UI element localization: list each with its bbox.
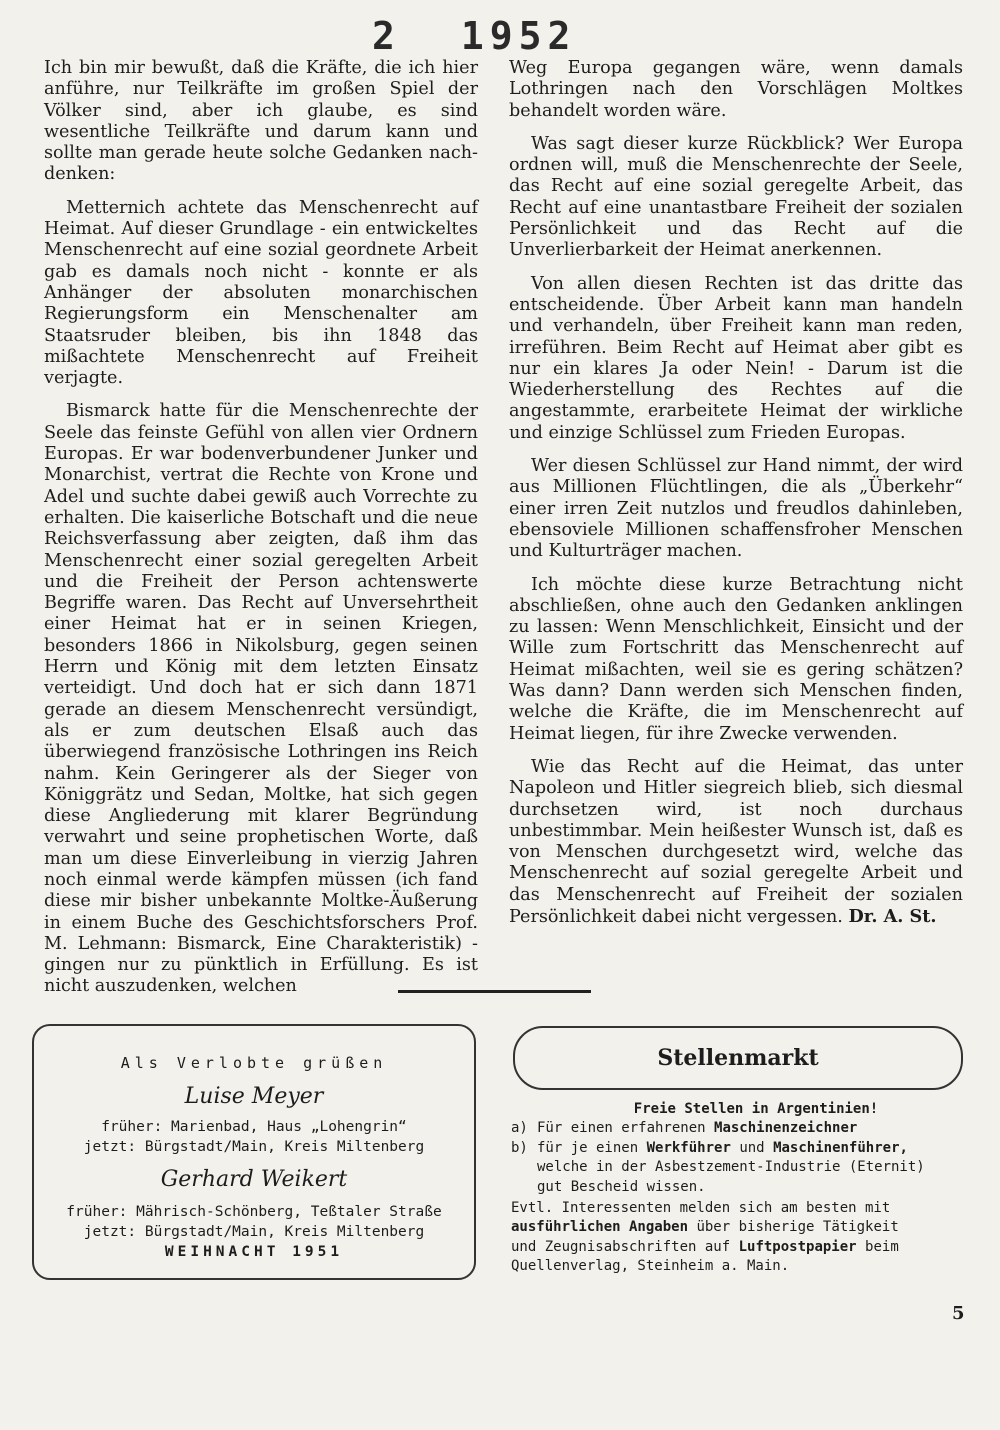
paragraph: Von allen diesen Rechten ist das dritte das entscheidende. Über Arbeit kann man handeln und verhandeln, über Freiheit kann man reden, irreführen. Beim Recht auf Heimat aber gibt es nur ein klares Ja oder Nein! - Darum ist die Wiederherstellung des Rechtes auf die angestammte, erarbeitete Heimat der wirkliche und einzige Schlüssel zum Frieden Europas. [509, 273, 963, 443]
job-headline: Freie Stellen in Argentinien! [633, 1101, 879, 1117]
job-item-a [511, 1119, 971, 1138]
engagement-heading: Als Verlobte grüßen [120, 1054, 388, 1072]
note-text: über bisherige Tätigkeit [696, 1219, 899, 1236]
right-column [509, 58, 963, 940]
item-text: und [739, 1139, 765, 1156]
paragraph [509, 757, 963, 928]
item-position: Maschinenzeichner [714, 1120, 858, 1137]
item-marker: a) [511, 1120, 528, 1137]
bride-name: Luise Meyer [184, 1084, 324, 1109]
paragraph: Wer diesen Schlüssel zur Hand nimmt, der wird aus Millionen Flüchtlingen, die als „Überkehr“ einer irren Zeit nutzlos und freudlos dahinleben, ebensoviele Millionen schaffensfroher Menschen und Kulturträger machen. [509, 456, 963, 562]
engagement-date: WEIHNACHT 1951 [164, 1244, 344, 1260]
note-text: Quellenverlag, Steinheim a. Main. [511, 1258, 790, 1275]
job-item-b [511, 1139, 971, 1158]
paragraph-text: Wie das Recht auf die Heimat, das unter Napoleon und Hitler siegreich blieb, sich diesmal durchsetzen wird, ist noch durchaus unbestimmbar. Mein heißester Wunsch ist, daß es von Menschen durchgesetzt wird, welche das Menschenrecht auf sozial geregelte Arbeit und das Menschenrecht auf Freiheit der sozialen Persönlichkeit dabei nicht vergessen. [509, 756, 963, 927]
job-market-title: Stellenmarkt [513, 1026, 963, 1090]
paragraph: Was sagt dieser kurze Rückblick? Wer Europa ordnen will, muß die Menschenrechte der Seele, das Recht auf eine sozial geregelte Arbeit, das Recht auf eine unantastbare Freiheit der sozialen Persönlichkeit und das Recht auf die Unverlierbarkeit der Heimat anerkennen. [509, 133, 963, 261]
note-text: und Zeugnisabschriften auf [511, 1238, 731, 1255]
groom-current-address: jetzt: Bürgstadt/Main, Kreis Miltenberg [83, 1224, 425, 1240]
application-note [511, 1199, 971, 1277]
note-emphasis: Luftpostpapier [738, 1238, 857, 1255]
item-position: Maschinenführer, [773, 1139, 908, 1156]
section-divider [398, 990, 591, 993]
issue-stamp [372, 14, 576, 58]
groom-former-address: früher: Mährisch-Schönberg, Teßtaler Straße [66, 1204, 442, 1220]
note-text: beim [865, 1238, 899, 1255]
left-column [44, 58, 478, 1010]
bride-former-address: früher: Marienbad, Haus „Lohengrin“ [101, 1119, 407, 1135]
note-emphasis: ausführlichen Angaben [511, 1219, 689, 1236]
paragraph: Ich möchte diese kurze Betrachtung nicht abschließen, ohne auch den Gedanken anklingen zu lassen: Wenn Menschlichkeit, Einsicht und der Wille zum Fortschritt das Menschenrecht auf Heimat mißachten, weil sie es gering schätzen? Was dann? Dann werden sich Menschen finden, welche die Kräfte, die im Menschenrecht auf Heimat liegen, für ihre Zwecke verwenden. [509, 574, 963, 744]
paragraph: Ich bin mir bewußt, daß die Kräfte, die ich hier anführe, nur Teilkräfte im großen Spiel der Völker sind, aber ich glaube, es sind wesentliche Teilkräfte und darum kann und sollte man gerade heute solche Gedanken nach-denken: [44, 58, 478, 185]
item-position: Werkführer [646, 1139, 731, 1156]
item-continuation: welche in der Asbestzement-Industrie (Eternit) [537, 1159, 925, 1176]
paragraph: Metternich achtete das Menschenrecht auf Heimat. Auf dieser Grundlage - ein entwickeltes Menschenrecht auf eine sozial geordnete Arbeit gab es damals noch nicht - konnte er als Anhänger der absoluten monarchischen Regierungsform ein Menschenalter am Staatsruder bleiben, bis ihn 1848 das mißachtete Menschenrecht auf Freiheit verjagte. [44, 197, 478, 389]
item-marker: b) [511, 1139, 528, 1156]
note-text: Evtl. Interessenten melden sich am besten mit [511, 1200, 891, 1217]
issue-number: 2 [372, 14, 401, 58]
job-listings [511, 1100, 971, 1277]
engagement-notice [32, 1024, 476, 1280]
issue-year: 1952 [460, 14, 577, 58]
page-number: 5 [952, 1303, 965, 1324]
bride-current-address: jetzt: Bürgstadt/Main, Kreis Miltenberg [83, 1139, 425, 1155]
item-text: Für einen erfahrenen [537, 1120, 706, 1137]
groom-name: Gerhard Weikert [160, 1167, 348, 1192]
paragraph: Bismarck hatte für die Menschenrechte der Seele das feinste Gefühl von allen vier Ordnern Europas. Er war bodenverbundener Junker und Monarchist, vertrat die Rechte von Krone und Adel und suchte dabei gewiß auch Vorrechte zu erhalten. Die kaiserliche Botschaft und die neue Reichsverfassung aber zeigten, daß ihm das Menschenrecht einer sozial geregelten Arbeit und die Freiheit der Person achtenswerte Begriffe waren. Das Recht auf Unversehrtheit einer Heimat hat er in seinen Kriegen, besonders 1866 in Nikolsburg, gegen seinen Herrn und König mit dem letzten Einsatz verteidigt. Und doch hat er sich dann 1871 gerade an diesem Menschenrecht versündigt, als er zum deutschen Elsaß auch das überwiegend französische Lothringen ins Reich nahm. Kein Geringerer als der Sieger von Königgrätz und Sedan, Moltke, hat sich gegen diese Angliederung mit klarer Begründung verwahrt und seine prophetischen Worte, daß man um diese Einverleibung in vierzig Jahren noch einmal werde kämpfen müssen (ich fand diese mir bisher unbekannte Moltke-Äußerung in einem Buche des Geschichtsforschers Prof. M. Lehmann: Bismarck, Eine Charakteristik) - gingen nur zu pünktlich in Erfüllung. Es ist nicht auszudenken, welchen [44, 401, 478, 997]
item-text: für je einen [537, 1139, 639, 1156]
paragraph: Weg Europa gegangen wäre, wenn damals Lothringen nach den Vorschlägen Moltkes behandelt worden wäre. [509, 58, 963, 121]
author-signature: Dr. A. St. [848, 905, 937, 927]
item-continuation: gut Bescheid wissen. [537, 1178, 706, 1195]
